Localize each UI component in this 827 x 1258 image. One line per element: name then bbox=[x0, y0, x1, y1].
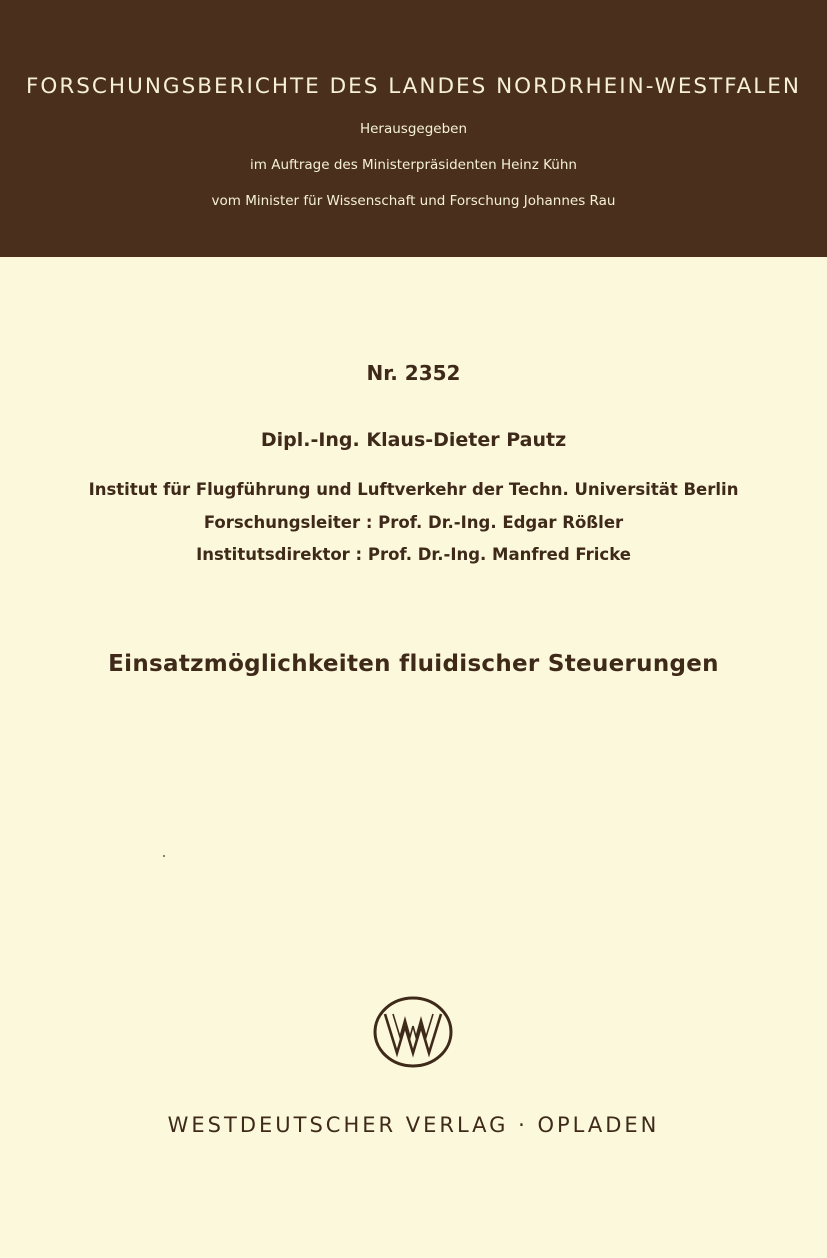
editor-line-2: im Auftrage des Ministerpräsidenten Heinz Kühn bbox=[250, 157, 577, 173]
publisher-name: WESTDEUTSCHER VERLAG · OPLADEN bbox=[167, 1113, 660, 1137]
print-speck bbox=[163, 855, 165, 857]
series-title: FORSCHUNGSBERICHTE DES LANDES NORDRHEIN-WESTFALEN bbox=[26, 74, 801, 99]
research-lead-line: Forschungsleiter : Prof. Dr.-Ing. Edgar Rößler bbox=[203, 513, 624, 532]
author-name: Dipl.-Ing. Klaus-Dieter Pautz bbox=[260, 429, 567, 451]
westdeutscher-verlag-ww-logo-icon bbox=[372, 995, 454, 1069]
institute-line: Institut für Flugführung und Luftverkehr der Techn. Universität Berlin bbox=[88, 480, 739, 499]
editor-line-3: vom Minister für Wissenschaft und Forschung Johannes Rau bbox=[211, 193, 616, 209]
report-number: Nr. 2352 bbox=[366, 361, 461, 385]
director-line: Institutsdirektor : Prof. Dr.-Ing. Manfred Fricke bbox=[196, 545, 631, 564]
report-title: Einsatzmöglichkeiten fluidischer Steuerungen bbox=[108, 651, 719, 677]
series-header-band bbox=[0, 0, 827, 257]
editor-line-1: Herausgegeben bbox=[359, 121, 468, 137]
